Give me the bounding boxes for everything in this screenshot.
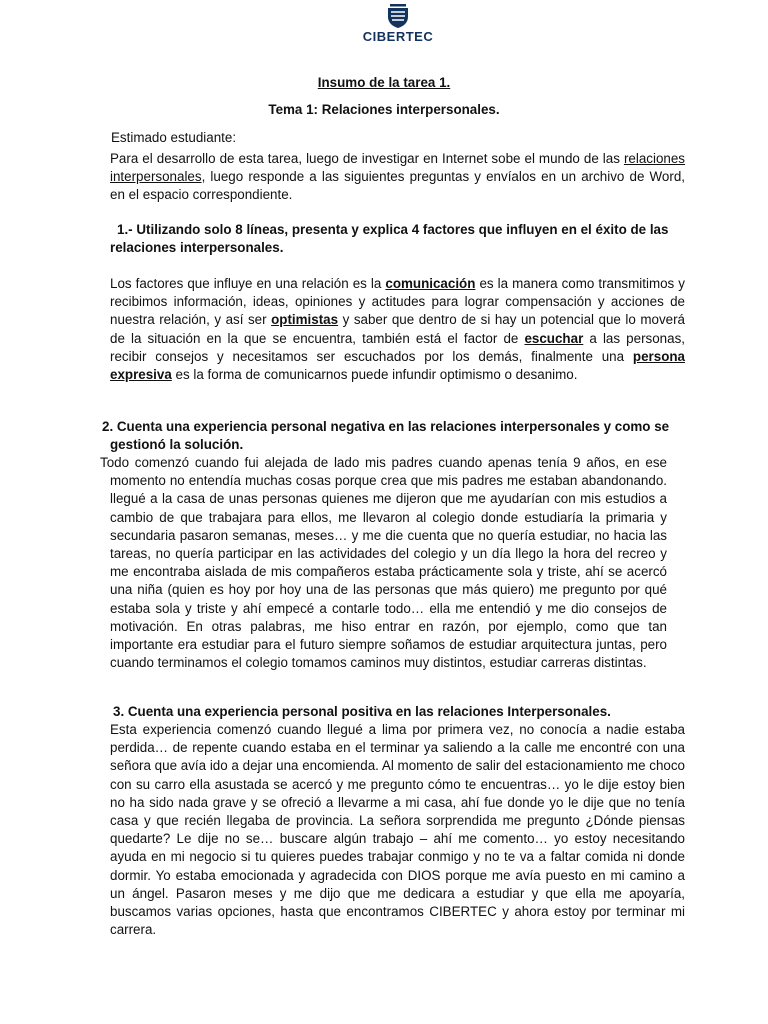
a1-keyword-persona-expresiva: persona expresiva <box>110 348 685 383</box>
a1-keyword-optimistas: optimistas <box>271 312 339 328</box>
logo-text: CIBERTEC <box>362 29 434 44</box>
subtitle-text: Tema 1: Relaciones interpersonales. <box>268 102 500 117</box>
a1-text-5: es la forma de comunicarnos puede infundir optimismo o desanimo. <box>171 367 578 383</box>
a1-keyword-comunicacion: comunicación <box>385 276 476 291</box>
question-2-heading: 2. Cuenta una experiencia personal negativa en las relaciones interpersonales y como se gestionó la solución. <box>102 419 670 453</box>
question-3-heading: 3. Cuenta una experiencia personal positiva en las relaciones Interpersonales. <box>113 704 611 719</box>
a1-text-2: es la manera como transmitimos y recibimos información, ideas, opiniones y actitudes para lograr compensación y acciones de nuestra relación, y así ser <box>110 276 685 328</box>
greeting: Estimado estudiante: <box>111 130 237 145</box>
answer-1-paragraph <box>110 275 685 384</box>
answer-2-paragraph: Todo comenzó cuando fui alejada de lado mis padres cuando apenas tenía 9 años, en ese momento no entendía muchas cosas porque crea que mis padres me estaban abandonando. llegué a la casa de unas personas quienes me dijeron que me ayudarían con mis estudios a cambio de que trabajara para ellos, me llevaron al colegio donde estudiaría la primaria y secundaria pasaron semanas, meses… y me die cuenta que no quería estudiar, no hacia las tareas, no quería participar en las actividades del colegio y un día llego la hora del recreo y me encontraba aislada de mis compañeros estaba prácticamente sola y triste, ahí se acercó una niña (quien es hoy por hoy una de las personas que más quiero) me pregunto por qué estaba sola y triste y ahí empecé a contarle todo… ella me entendió y me dio consejos de motivación. En otras palabras, me hiso entrar en razón, por ejemplo, como que tan importante era estudiar para el futuro siempre soñamos de estudiar arquitectura juntas, pero cuando terminamos el colegio tomamos caminos muy distintos, estudiar carreras distintas. <box>100 455 667 671</box>
intro-after: , luego responde a las siguientes preguntas y envíalos en un archivo de Word, en el espacio correspondiente. <box>110 169 685 203</box>
question-1-heading: 1.- Utilizando solo 8 líneas, presenta y explica 4 factores que influyen en el éxito de las relaciones interpersonales. <box>110 222 669 256</box>
document-title: Insumo de la tarea 1. <box>317 75 451 90</box>
answer-3-paragraph: Esta experiencia comenzó cuando llegué a lima por primera vez, no conocía a nadie estaba perdida… de repente cuando estaba en el terminar ya saliendo a la calle me encontré con una señora que avía ido a dejar una encomienda. Al momento de salir del estacionamiento me choco con su carro ella asustada se acercó y me pregunto cómo te encuentras… yo le dije estoy bien no ha sido nada grave y se ofreció a llevarme a mi casa, ahí fue donde yo le dije que no tenía casa y que recién llegaba de provincia. La señora sorprendida me pregunto ¿Dónde piensas quedarte? Le dije no se… buscare algún trabajo – ahí me comento… yo estoy necesitando ayuda en mi negocio si tu quieres puedes trabajar conmigo y no te va a faltar comida ni donde dormir. Yo estaba emocionada y agradecida con DIOS porque me avía puesto en mi camino a un ángel. Pasaron meses y me dijo que me dedicara a estudiar y que ella me apoyaría, buscamos varias opciones, hasta que encontramos CIBERTEC y ahora estoy por terminar mi carrera. <box>110 722 685 938</box>
cibertec-logo <box>362 4 434 48</box>
intro-underlined: relaciones interpersonales <box>110 151 685 185</box>
a1-text-1: Los factores que influye en una relación es la <box>110 276 386 291</box>
a1-text-3: y saber que dentro de si hay un potencial que lo moverá de la situación en la que se encuentra, también está el factor de <box>110 312 685 346</box>
document-subtitle <box>0 101 768 119</box>
a1-keyword-escuchar: escuchar <box>524 330 584 346</box>
shield-icon <box>387 4 409 28</box>
intro-before: Para el desarrollo de esta tarea, luego de investigar en Internet sobe el mundo de las <box>110 151 624 166</box>
intro-paragraph <box>110 150 685 205</box>
a1-text-4: a las personas, recibir consejos y necesitamos ser escuchados por los demás, finalmente una <box>110 330 685 364</box>
